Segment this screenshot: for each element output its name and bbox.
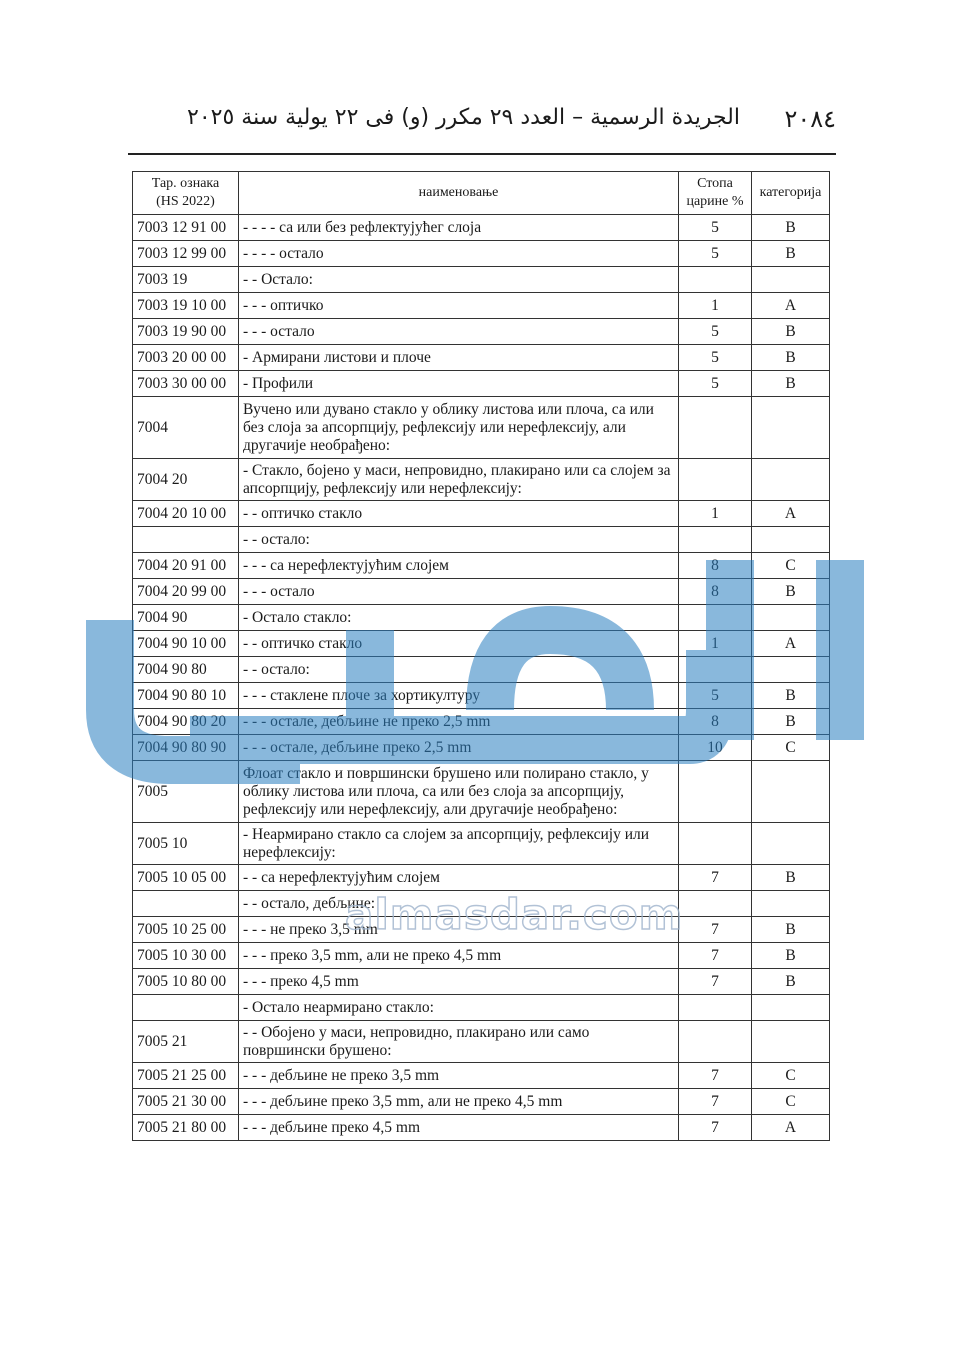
description-cell: - Армирани листови и плоче — [239, 345, 679, 371]
duty-rate-cell: 7 — [679, 943, 752, 969]
column-header-category: категорија — [752, 172, 830, 215]
description-cell: - - - оптичко — [239, 293, 679, 319]
page-number: ٢٠٨٤ — [784, 105, 836, 133]
table-row — [133, 969, 830, 995]
duty-rate-cell: 7 — [679, 1063, 752, 1089]
description-cell: - - Обојено у маси, непровидно, плакирано или само површински брушено: — [239, 1021, 679, 1063]
duty-rate-cell: 8 — [679, 579, 752, 605]
tariff-code-cell: 7003 30 00 00 — [133, 371, 239, 397]
column-header-description: наименовање — [239, 172, 679, 215]
table-row — [133, 683, 830, 709]
duty-rate-cell — [679, 459, 752, 501]
duty-rate-cell — [679, 397, 752, 459]
rate-header-line2: царине % — [686, 194, 744, 209]
category-cell: C — [752, 1063, 830, 1089]
table-row — [133, 527, 830, 553]
tariff-code-cell: 7003 12 99 00 — [133, 241, 239, 267]
table-row — [133, 761, 830, 823]
duty-rate-cell: 8 — [679, 553, 752, 579]
duty-rate-cell — [679, 605, 752, 631]
table-row — [133, 631, 830, 657]
tariff-table — [132, 171, 830, 1141]
duty-rate-cell: 7 — [679, 917, 752, 943]
tariff-code-cell: 7004 — [133, 397, 239, 459]
tariff-code-cell: 7005 — [133, 761, 239, 823]
duty-rate-cell — [679, 527, 752, 553]
tariff-code-cell: 7004 20 99 00 — [133, 579, 239, 605]
column-header-rate — [679, 172, 752, 215]
table-row — [133, 709, 830, 735]
category-cell: C — [752, 1089, 830, 1115]
tariff-code-cell: 7005 21 25 00 — [133, 1063, 239, 1089]
tariff-code-cell: 7004 90 80 10 — [133, 683, 239, 709]
description-cell: - - оптичко стакло — [239, 631, 679, 657]
table-row — [133, 823, 830, 865]
duty-rate-cell: 7 — [679, 969, 752, 995]
duty-rate-cell — [679, 1021, 752, 1063]
category-cell: B — [752, 371, 830, 397]
table-row — [133, 553, 830, 579]
description-cell: - - Остало: — [239, 267, 679, 293]
table-row — [133, 579, 830, 605]
duty-rate-cell: 5 — [679, 241, 752, 267]
code-header-line1: Тар. ознака — [151, 176, 220, 191]
category-cell — [752, 995, 830, 1021]
description-cell: - - - - остало — [239, 241, 679, 267]
tariff-code-cell — [133, 995, 239, 1021]
duty-rate-cell: 7 — [679, 865, 752, 891]
table-row — [133, 267, 830, 293]
table-row — [133, 1089, 830, 1115]
description-cell: Вучено или дувано стакло у облику листова или плоча, са или без слоја за апсорпцију, рефлексију или нерефлексију, али другачије необрађено: — [239, 397, 679, 459]
category-cell: B — [752, 319, 830, 345]
description-cell: - - са нерефлектујућим слојем — [239, 865, 679, 891]
table-row — [133, 943, 830, 969]
category-cell: B — [752, 241, 830, 267]
tariff-code-cell: 7005 21 80 00 — [133, 1115, 239, 1141]
duty-rate-cell: 1 — [679, 501, 752, 527]
table-row — [133, 319, 830, 345]
table-row — [133, 371, 830, 397]
category-cell: B — [752, 943, 830, 969]
table-row — [133, 293, 830, 319]
category-cell — [752, 267, 830, 293]
description-cell: - - - преко 3,5 mm, али не преко 4,5 mm — [239, 943, 679, 969]
description-cell: - Остало неармирано стакло: — [239, 995, 679, 1021]
description-cell: - - - са нерефлектујућим слојем — [239, 553, 679, 579]
category-cell: B — [752, 579, 830, 605]
category-cell: B — [752, 215, 830, 241]
description-cell: - - - дебљине преко 3,5 mm, али не преко 4,5 mm — [239, 1089, 679, 1115]
table-row — [133, 605, 830, 631]
tariff-code-cell: 7003 19 90 00 — [133, 319, 239, 345]
category-cell — [752, 657, 830, 683]
table-row — [133, 459, 830, 501]
description-cell: - - оптичко стакло — [239, 501, 679, 527]
tariff-code-cell: 7004 90 80 90 — [133, 735, 239, 761]
description-cell: - - - не преко 3,5 mm — [239, 917, 679, 943]
tariff-code-cell: 7004 90 — [133, 605, 239, 631]
duty-rate-cell: 5 — [679, 319, 752, 345]
duty-rate-cell — [679, 823, 752, 865]
category-cell: B — [752, 345, 830, 371]
duty-rate-cell — [679, 891, 752, 917]
description-cell: - - - остало — [239, 579, 679, 605]
tariff-code-cell: 7004 20 — [133, 459, 239, 501]
page-header — [128, 105, 836, 139]
table-header-row — [133, 172, 830, 215]
duty-rate-cell: 5 — [679, 345, 752, 371]
duty-rate-cell: 8 — [679, 709, 752, 735]
category-cell — [752, 891, 830, 917]
table-row — [133, 345, 830, 371]
code-header-line2: (HS 2022) — [156, 194, 215, 209]
description-cell: - - остало: — [239, 527, 679, 553]
description-cell: - - - остале, дебљине не преко 2,5 mm — [239, 709, 679, 735]
duty-rate-cell: 5 — [679, 371, 752, 397]
tariff-code-cell: 7005 10 05 00 — [133, 865, 239, 891]
rate-header-line1: Стопа — [697, 176, 733, 191]
tariff-code-cell: 7005 21 30 00 — [133, 1089, 239, 1115]
duty-rate-cell — [679, 657, 752, 683]
category-cell: C — [752, 553, 830, 579]
description-cell: Флоат стакло и површински брушено или полирано стакло, у облику листова или плоча, са или без слоја за апсорпцију, рефлексију или нерефлексију, али другачије необрађено: — [239, 761, 679, 823]
category-cell: A — [752, 293, 830, 319]
category-cell — [752, 761, 830, 823]
category-cell: A — [752, 631, 830, 657]
table-row — [133, 657, 830, 683]
table-row — [133, 917, 830, 943]
duty-rate-cell — [679, 995, 752, 1021]
description-cell: - - - преко 4,5 mm — [239, 969, 679, 995]
duty-rate-cell — [679, 267, 752, 293]
tariff-code-cell — [133, 891, 239, 917]
category-cell — [752, 459, 830, 501]
table-row — [133, 995, 830, 1021]
table-row — [133, 1063, 830, 1089]
table-row — [133, 891, 830, 917]
table-row — [133, 501, 830, 527]
description-cell: - Остало стакло: — [239, 605, 679, 631]
table-row — [133, 1021, 830, 1063]
gazette-issue-title: الجريدة الرسمية – العدد ٢٩ مكرر (و) فى ٢٢ يولية سنة ٢٠٢٥ — [187, 105, 740, 130]
category-cell — [752, 823, 830, 865]
category-cell: B — [752, 709, 830, 735]
category-cell — [752, 1021, 830, 1063]
category-cell: A — [752, 1115, 830, 1141]
category-cell: B — [752, 969, 830, 995]
table-row — [133, 865, 830, 891]
description-cell: - Неармирано стакло са слојем за апсорпцију, рефлексију или нерефлексију: — [239, 823, 679, 865]
tariff-table-body — [133, 215, 830, 1141]
duty-rate-cell: 5 — [679, 215, 752, 241]
tariff-code-cell: 7005 10 — [133, 823, 239, 865]
duty-rate-cell: 1 — [679, 631, 752, 657]
description-cell: - - - дебљине не преко 3,5 mm — [239, 1063, 679, 1089]
description-cell: - - остало: — [239, 657, 679, 683]
tariff-code-cell: 7005 10 80 00 — [133, 969, 239, 995]
category-cell — [752, 397, 830, 459]
description-cell: - - - остало — [239, 319, 679, 345]
duty-rate-cell: 1 — [679, 293, 752, 319]
column-header-code — [133, 172, 239, 215]
category-cell: B — [752, 865, 830, 891]
duty-rate-cell: 7 — [679, 1115, 752, 1141]
category-cell — [752, 605, 830, 631]
tariff-code-cell: 7005 21 — [133, 1021, 239, 1063]
category-cell — [752, 527, 830, 553]
description-cell: - - - остале, дебљине преко 2,5 mm — [239, 735, 679, 761]
tariff-code-cell: 7004 90 80 20 — [133, 709, 239, 735]
table-row — [133, 1115, 830, 1141]
table-row — [133, 215, 830, 241]
category-cell: C — [752, 735, 830, 761]
description-cell: - - - - са или без рефлектујућег слоја — [239, 215, 679, 241]
category-cell: B — [752, 683, 830, 709]
description-cell: - - - стаклене плоче за хортикултуру — [239, 683, 679, 709]
table-row — [133, 735, 830, 761]
table-row — [133, 397, 830, 459]
tariff-code-cell: 7004 90 80 — [133, 657, 239, 683]
tariff-code-cell: 7003 20 00 00 — [133, 345, 239, 371]
header-divider — [128, 153, 836, 155]
duty-rate-cell: 5 — [679, 683, 752, 709]
description-cell: - Стакло, бојено у маси, непровидно, плакирано или са слојем за апсорпцију, рефлексију или нерефлексију: — [239, 459, 679, 501]
tariff-code-cell: 7003 19 — [133, 267, 239, 293]
tariff-code-cell: 7005 10 25 00 — [133, 917, 239, 943]
tariff-code-cell — [133, 527, 239, 553]
duty-rate-cell: 10 — [679, 735, 752, 761]
duty-rate-cell: 7 — [679, 1089, 752, 1115]
description-cell: - Профили — [239, 371, 679, 397]
tariff-code-cell: 7003 12 91 00 — [133, 215, 239, 241]
tariff-code-cell: 7004 20 10 00 — [133, 501, 239, 527]
watermark-url: almasdar.com — [345, 890, 684, 939]
tariff-code-cell: 7005 10 30 00 — [133, 943, 239, 969]
description-cell: - - - дебљине преко 4,5 mm — [239, 1115, 679, 1141]
tariff-code-cell: 7004 90 10 00 — [133, 631, 239, 657]
duty-rate-cell — [679, 761, 752, 823]
category-cell: A — [752, 501, 830, 527]
tariff-code-cell: 7003 19 10 00 — [133, 293, 239, 319]
category-cell: B — [752, 917, 830, 943]
tariff-code-cell: 7004 20 91 00 — [133, 553, 239, 579]
description-cell: - - остало, дебљине: — [239, 891, 679, 917]
table-row — [133, 241, 830, 267]
